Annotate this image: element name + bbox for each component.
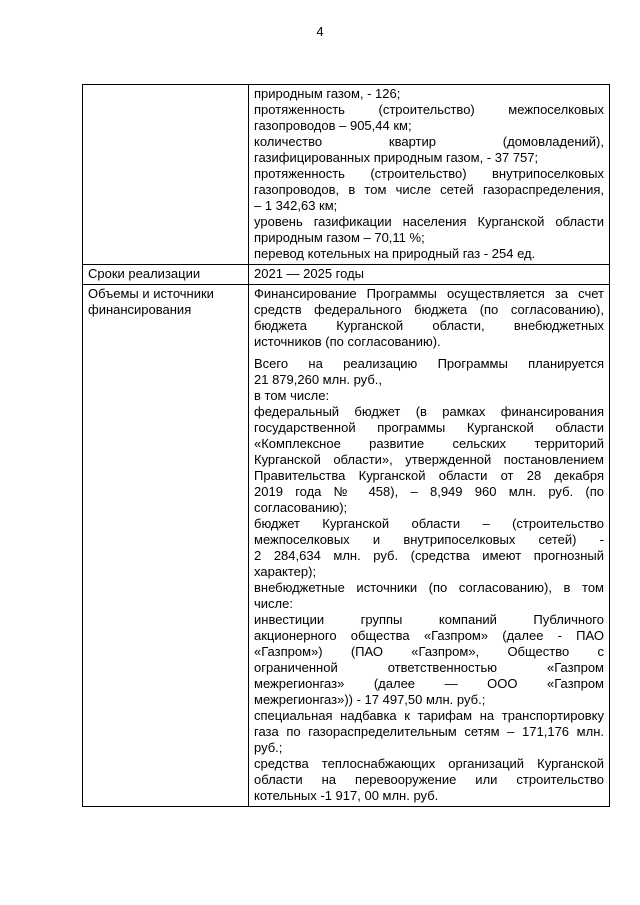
row-content	[249, 285, 610, 807]
text-line: области на перевооружение или строительство	[254, 772, 604, 787]
text-line: газопроводов, в том числе сетей газораспределения,	[254, 182, 604, 197]
text-line: количество квартир (домовладений),	[254, 134, 604, 149]
text-line: федеральный бюджет (в рамках финансирования	[254, 404, 604, 419]
text-line: котельных -1 917, 00 млн. руб.	[254, 788, 439, 803]
text-line: «Газпром») (ПАО «Газпром», Общество с	[254, 644, 604, 659]
text-line: «Комплексное развитие сельских территорий	[254, 436, 604, 451]
table-row	[83, 265, 610, 285]
text-line: протяженность (строительство) внутрипоселковых	[254, 166, 604, 181]
paragraph	[254, 356, 604, 804]
text-line: Всего на реализацию Программы планируется	[254, 356, 604, 371]
row-label	[83, 85, 249, 265]
row-content	[249, 265, 610, 285]
text-line: межпоселковых и внутрипоселковых сетей) -	[254, 532, 604, 547]
row-content	[249, 85, 610, 265]
row-label: Объемы и источники финансирования	[83, 285, 249, 807]
text-line: внебюджетные источники (по согласованию), в том	[254, 580, 604, 595]
text-line: в том числе:	[254, 388, 330, 403]
row-label: Сроки реализации	[83, 265, 249, 285]
text-line: ограниченной ответственностью «Газпром	[254, 660, 604, 675]
text-line: акционерного общества «Газпром» (далее - ПАО	[254, 628, 604, 643]
text-line: Правительства Курганской области от 28 декабря	[254, 468, 604, 483]
text-line: 2 284,634 млн. руб. (средства имеют прогнозный	[254, 548, 604, 563]
text-line: согласованию);	[254, 500, 348, 515]
text-line: газа по газораспределительным сетям – 171,176 млн.	[254, 724, 604, 739]
text-line: бюджета Курганской области, внебюджетных	[254, 318, 604, 333]
text-line: 21 879,260 млн. руб.,	[254, 372, 383, 387]
text-line: средства теплоснабжающих организаций Курганской	[254, 756, 604, 771]
text-line: – 1 342,63 км;	[254, 198, 338, 213]
table-row	[83, 85, 610, 265]
paragraph	[254, 286, 604, 350]
table-row	[83, 285, 610, 807]
program-passport-table	[82, 84, 610, 807]
text-line: межрегионгаз» (далее — ООО «Газпром	[254, 676, 604, 691]
text-line: 2021 — 2025 годы	[254, 266, 365, 281]
text-line: бюджет Курганской области – (строительство	[254, 516, 604, 531]
text-line: средств федерального бюджета (по согласованию),	[254, 302, 604, 317]
text-line: государственной программы Курганской области	[254, 420, 604, 435]
text-line: межрегионгаз»)) - 17 497,50 млн. руб.;	[254, 692, 486, 707]
text-line: газифицированных природным газом, - 37 757;	[254, 150, 539, 165]
text-line: инвестиции группы компаний Публичного	[254, 612, 604, 627]
text-line: Курганской области», утвержденной постановлением	[254, 452, 604, 467]
text-line: числе:	[254, 596, 293, 611]
text-line: руб.;	[254, 740, 283, 755]
text-line: природным газом, - 126;	[254, 86, 401, 101]
text-line: Финансирование Программы осуществляется за счет	[254, 286, 604, 301]
text-line: характер);	[254, 564, 317, 579]
text-line: уровень газификации населения Курганской области	[254, 214, 604, 229]
text-line: газопроводов – 905,44 км;	[254, 118, 412, 133]
text-line: природным газом – 70,11 %;	[254, 230, 425, 245]
text-line: 2019 года № 458), – 8,949 960 млн. руб. (по	[254, 484, 604, 499]
text-line: протяженность (строительство) межпоселковых	[254, 102, 604, 117]
text-line: перевод котельных на природный газ - 254 ед.	[254, 246, 536, 261]
text-line: источников (по согласованию).	[254, 334, 441, 349]
page-number: 4	[316, 24, 324, 39]
text-line: специальная надбавка к тарифам на транспортировку	[254, 708, 604, 723]
